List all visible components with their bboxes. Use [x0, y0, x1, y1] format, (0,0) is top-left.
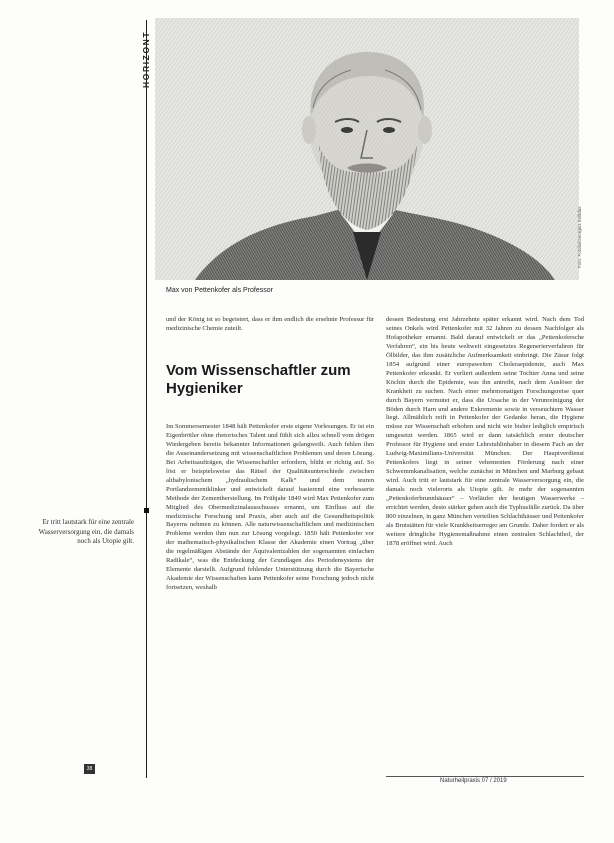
- photo-credit: Foto: Fotolia/Georgios Kollidas: [577, 206, 582, 268]
- body-left-text: Im Sommersemester 1848 hält Pettenkofer erste eigene Vorlesungen. Er ist ein Eigenbrötler ohne rhetorisches Talent und fühlt sich allzu schnell vom drögen Wiedergeben bereits bekannter Informationen gelangweilt. Auch fehlen ihm die Auseinandersetzung mit wissenschaftlichen Problemen und deren Lösung. Bei Arbeitsaufträgen, die Wissenschaftler erfordern, blüht er richtig auf. So löst er beispielsweise das Rätsel der Qualitätsunterschiede zwischen altbabylonischem „hydraulischem Kalk“ und dem teuren Portlandzementklinker und entwickelt darauf basierend eine verbesserte Methode der Zementherstellung. Im Frühjahr 1849 wird Max Pettenkofer zum Mitglied des Obermedizinalausschusses ernannt, um Einfluss auf die medizinische Forschung und Praxis, aber auch auf die Gesundheitspolitik Bayerns nehmen zu können. Alle naturwissenschaftlichen und medizinischen Probleme werden ihm nun zur Lösung vorgelegt. 1850 hält Pettenkofer vor der mathematisch-physikalischen Klasse der Akademie einen Vortrag „über die regelmäßigen Abstände der Äquivalentzahlen der sogenannten einfachen Radikale“, was die Entdeckung der Grundlagen des Periodensystems der Elemente darstellt. Aufgrund fehlender Unterstützung durch die Bayerische Akademie der Wissenschaften kann Pettenkofer seine Forschung jedoch nicht fortsetzen, weshalb: [166, 423, 374, 592]
- image-caption: Max von Pettenkofer als Professor: [166, 287, 273, 294]
- body-column-right: [386, 316, 584, 549]
- page-number: 38: [84, 764, 95, 774]
- section-heading: Vom Wissenschaftler zum Hygieniker: [166, 362, 351, 397]
- pull-quote: Er tritt lautstark für eine zentrale Wasserversorgung ein, die damals noch als Utopie gilt.: [38, 518, 134, 545]
- pull-quote-marker: [144, 508, 149, 513]
- body-column-left: [166, 423, 374, 593]
- intro-paragraph: [166, 316, 374, 334]
- intro-text: und der König ist so begeistert, dass er ihm endlich die ersehnte Professur für medizinische Chemie zuteilt.: [166, 316, 374, 332]
- portrait-engraving: [155, 18, 579, 280]
- footer-journal: Naturheilpraxis 07 / 2019: [440, 778, 507, 784]
- footer-rule: [386, 776, 584, 777]
- section-label: HORIZONT: [141, 30, 151, 88]
- portrait-engraving-art: [155, 18, 579, 280]
- gutter-rule: [146, 20, 147, 778]
- body-right-text: dessen Bedeutung erst Jahrzehnte später erkannt wird. Nach dem Tod seines Onkels wird Pettenkofer mit 32 Jahren zu dessen Nachfolger als Hofapotheker ernannt. Bald darauf entwickelt er das „Pettenkofersche Verfahren“, ein bis heute weltweit eingesetztes Regenerierverfahren für Ölbilder, das ihm zusätzliche Aufmerksamkeit einbringt. Die Zäsur folgt 1854 aufgrund einer europaweiten Choleraepidemie, auch Max Pettenkofer erkrankt. Er verliert außerdem seine Tochter Anna und seine Köchin durch die Epidemie, was ihn antreibt, nach dem Auslöser der Krankheit zu suchen. Nach einer mehrmonatigen Forschungsreise quer durch Bayern vermutet er, dass die Ursache in der Verunreinigung der Böden durch Harn und andere Exkremente sowie in verseuchtem Wasser liegt. Allmählich reift in Pettenkofer der Gedanke heran, die Hygiene müsse zur Wissenschaft erhoben und nicht wie bisher lediglich empirisch umgesetzt werden. 1865 wird er dann tatsächlich erster deutscher Professor für Hygiene und erster Lehrstuhlinhaber in diesem Fach an der Ludwig-Maximilians-Universität München. Der Hauptverdienst Pettenkofers liegt in seiner vehementen Förderung nach einer Schwemmkanalisation, welche zunächst in München und Marburg gebaut wird. Auch tritt er lautstark für eine zentrale Wasserversorgung ein, die damals noch vielerorts als Utopie gilt. Je mehr der sogenannten „Pettenkoferbrunnhäuser“ – Vorläufer der heutigen Wasserwerke – errichtet werden, desto stärker gehen auch die Typhusfälle zurück. Da über 800 einzelnen, in ganz München verteilten Schlachthäuser und Pettenkofer als Brutstätten für viele Krankheitserreger am Grunde. Daher fordert er als weitere dringliche Hygienemaßnahme einen zentralen Schlachthof, der 1878 eröffnet wird. Auch: [386, 316, 584, 547]
